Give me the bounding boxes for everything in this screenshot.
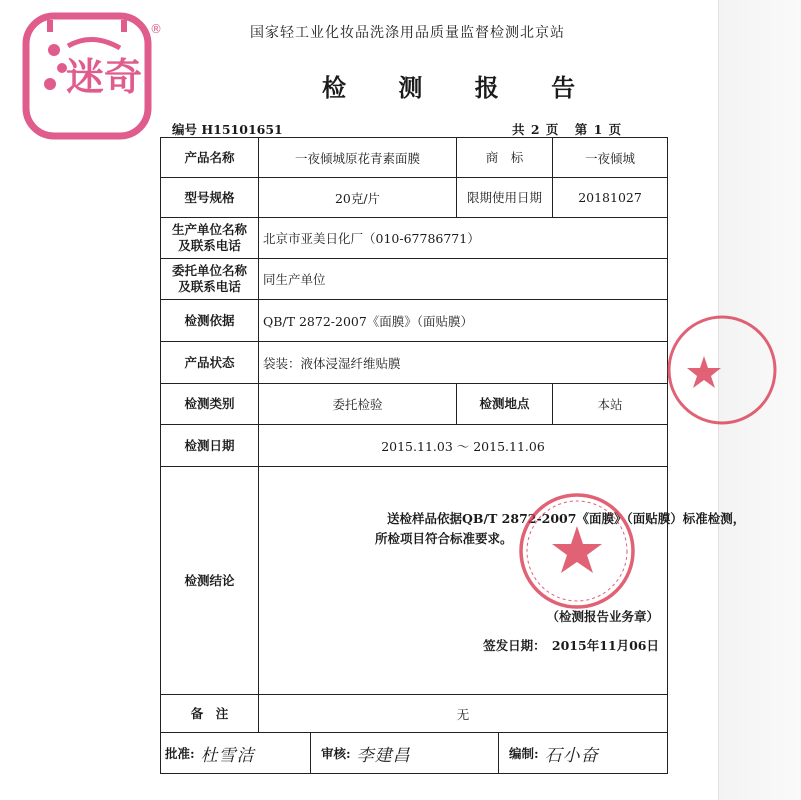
reviewer-block — [311, 733, 499, 773]
value-trademark: 一夜倾城 — [553, 138, 668, 178]
row-model-spec — [161, 178, 668, 218]
organization-name: 国家轻工业化妆品洗涤用品质量监督检测北京站 — [250, 25, 565, 41]
value-manufacturer: 北京市亚美日化厂（010-67786771） — [259, 218, 668, 259]
value-date: 2015.11.03 ～ 2015.11.06 — [259, 425, 668, 467]
label-expiry: 限期使用日期 — [457, 178, 553, 218]
approver-label: 批准: — [165, 746, 195, 761]
label-remarks: 备 注 — [161, 695, 259, 733]
row-category — [161, 384, 668, 425]
value-remarks: 无 — [259, 695, 668, 733]
row-remarks — [161, 695, 668, 733]
label-client-line2: 及联系电话 — [178, 279, 241, 294]
value-product-name: 一夜倾城原花青素面膜 — [259, 138, 457, 178]
value-category: 委托检验 — [259, 384, 457, 425]
registered-mark: ® — [150, 22, 162, 36]
value-basis: QB/T 2872-2007《面膜》（面贴膜） — [259, 300, 668, 342]
label-category: 检测类别 — [161, 384, 259, 425]
row-status — [161, 342, 668, 384]
editor-label: 编制: — [509, 746, 539, 761]
label-conclusion: 检测结论 — [161, 467, 259, 695]
report-number: 编号 H15101651 — [172, 122, 283, 137]
reviewer-label: 审核: — [321, 746, 351, 761]
logo-text-mi: 迷奇 — [65, 55, 143, 99]
label-manufacturer-line2: 及联系电话 — [178, 238, 241, 253]
value-model-spec: 20克/片 — [259, 178, 457, 218]
label-client-line1: 委托单位名称 — [171, 263, 247, 278]
label-date: 检测日期 — [161, 425, 259, 467]
label-manufacturer — [161, 218, 259, 259]
approver-signature: 杜雪洁 — [200, 745, 255, 766]
value-client: 同生产单位 — [259, 259, 668, 300]
conclusion-seal-note: （检测报告业务章） — [546, 609, 659, 624]
page-edge — [718, 0, 801, 800]
label-client — [161, 259, 259, 300]
approver-block — [161, 733, 311, 773]
label-manufacturer-line1: 生产单位名称 — [171, 222, 247, 237]
report-table — [160, 137, 746, 774]
official-seal — [516, 490, 638, 612]
brand-logo — [22, 12, 152, 140]
row-basis — [161, 300, 668, 342]
signature-bar — [161, 733, 667, 773]
conclusion-sign-date: 签发日期： 2015年11月06日 — [483, 638, 659, 653]
partial-seal — [664, 312, 724, 428]
value-expiry: 20181027 — [553, 178, 668, 218]
conclusion-text: 送检样品依据QB/T 2872-2007《面膜》（面贴膜）标准检测，所检项目符合标准要求。 — [375, 511, 746, 546]
report-title: 检 测 报 告 — [322, 73, 598, 102]
label-status: 产品状态 — [161, 342, 259, 384]
row-signatures — [161, 733, 668, 774]
row-client — [161, 259, 668, 300]
row-manufacturer — [161, 218, 668, 259]
page-current: 第 1 页 — [574, 122, 622, 137]
label-product-name: 产品名称 — [161, 138, 259, 178]
editor-signature: 石小奋 — [544, 745, 599, 766]
value-location: 本站 — [553, 384, 668, 425]
label-model-spec: 型号规格 — [161, 178, 259, 218]
page-total: 共 2 页 — [512, 122, 559, 137]
editor-block — [499, 733, 667, 773]
label-trademark: 商 标 — [457, 138, 553, 178]
page-indicator — [512, 120, 631, 138]
reviewer-signature: 李建昌 — [356, 745, 411, 766]
row-product-name — [161, 138, 668, 178]
label-basis: 检测依据 — [161, 300, 259, 342]
row-date — [161, 425, 668, 467]
value-status: 袋装：液体浸湿纤维贴膜 — [259, 342, 668, 384]
label-location: 检测地点 — [457, 384, 553, 425]
